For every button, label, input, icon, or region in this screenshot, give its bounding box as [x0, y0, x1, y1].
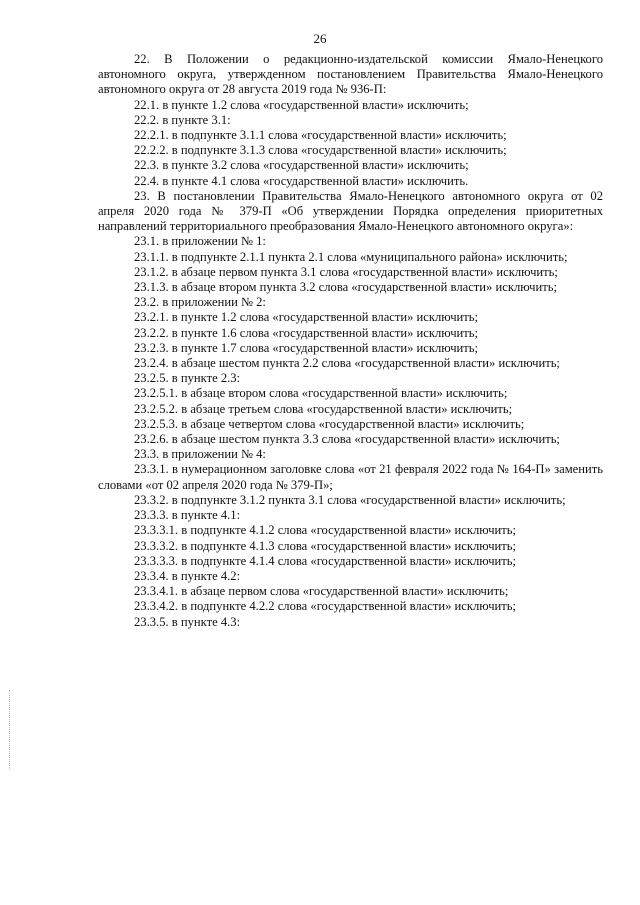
- document-paragraph: 23.3.4.2. в подпункте 4.2.2 слова «государственной власти» исключить;: [134, 599, 517, 614]
- document-paragraph: 23.3.2. в подпункте 3.1.2 пункта 3.1 слова «государственной власти» исключить;: [134, 492, 566, 507]
- document-paragraph: 23.2.2. в пункте 1.6 слова «государственной власти» исключить;: [134, 325, 479, 340]
- document-paragraph: 22.2.2. в подпункте 3.1.3 слова «государственной власти» исключить;: [134, 143, 507, 158]
- document-paragraph: 23.3.4. в пункте 4.2:: [134, 568, 241, 583]
- document-paragraph: 22. В Положении о редакционно-издательской комиссии Ямало-Ненецкого автономного округа, утвержденном постановлением Правительства Ямало-Ненецкого автономного округа от 28 августа 2019 года № 936-П:: [98, 52, 603, 97]
- document-paragraph: 23.3.3.3. в подпункте 4.1.4 слова «государственной власти» исключить;: [134, 553, 517, 568]
- document-paragraph: 23.2.4. в абзаце шестом пункта 2.2 слова «государственной власти» исключить;: [134, 356, 560, 371]
- document-paragraph: 23.1.2. в абзаце первом пункта 3.1 слова «государственной власти» исключить;: [134, 264, 558, 279]
- document-paragraph: 23.3.5. в пункте 4.3:: [134, 614, 241, 629]
- document-paragraph: 23.3. в приложении № 4:: [134, 447, 266, 462]
- document-paragraph: 23.2.6. в абзаце шестом пункта 3.3 слова «государственной власти» исключить;: [134, 432, 560, 447]
- document-paragraph: 23.3.3. в пункте 4.1:: [134, 508, 241, 523]
- page-number: 26: [313, 31, 327, 46]
- document-paragraph: 23.2.1. в пункте 1.2 слова «государственной власти» исключить;: [134, 310, 479, 325]
- document-paragraph: 23.3.1. в нумерационном заголовке слова «от 21 февраля 2022 года № 164-П» заменить словами «от 02 апреля 2020 года № 379-П»;: [98, 462, 603, 492]
- document-paragraph: 23.1.3. в абзаце втором пункта 3.2 слова «государственной власти» исключить;: [134, 280, 557, 295]
- document-paragraph: 23. В постановлении Правительства Ямало-Ненецкого автономного округа от 02 апреля 2020 года № 379-П «Об утверждении Порядка определения приоритетных направлений территориального преобразования Ямало-Ненецкого автономного округа»:: [98, 188, 603, 234]
- scan-margin-artifact: [9, 690, 10, 770]
- document-paragraph: 22.2.1. в подпункте 3.1.1 слова «государственной власти» исключить;: [134, 128, 507, 143]
- document-paragraph: 23.3.4.1. в абзаце первом слова «государственной власти» исключить;: [134, 584, 509, 599]
- document-paragraph: 23.2. в приложении № 2:: [134, 295, 266, 310]
- document-body: [98, 52, 603, 630]
- document-paragraph: 22.3. в пункте 3.2 слова «государственной власти» исключить;: [134, 158, 469, 173]
- document-paragraph: 23.3.3.1. в подпункте 4.1.2 слова «государственной власти» исключить;: [134, 523, 517, 538]
- document-paragraph: 22.1. в пункте 1.2 слова «государственной власти» исключить;: [134, 97, 469, 112]
- document-paragraph: 23.1. в приложении № 1:: [134, 234, 266, 249]
- document-paragraph: 23.3.3.2. в подпункте 4.1.3 слова «государственной власти» исключить;: [134, 538, 517, 553]
- document-paragraph: 22.2. в пункте 3.1:: [134, 112, 231, 127]
- document-paragraph: 23.2.5.1. в абзаце втором слова «государственной власти» исключить;: [134, 386, 508, 401]
- document-paragraph: 23.2.5. в пункте 2.3:: [134, 371, 241, 386]
- document-paragraph: 23.1.1. в подпункте 2.1.1 пункта 2.1 слова «муниципального района» исключить;: [134, 249, 568, 264]
- document-paragraph: 23.2.5.3. в абзаце четвертом слова «государственной власти» исключить;: [134, 416, 525, 431]
- document-paragraph: 23.2.5.2. в абзаце третьем слова «государственной власти» исключить;: [134, 401, 513, 416]
- document-paragraph: 22.4. в пункте 4.1 слова «государственной власти» исключить.: [134, 173, 469, 188]
- document-paragraph: 23.2.3. в пункте 1.7 слова «государственной власти» исключить;: [134, 340, 479, 355]
